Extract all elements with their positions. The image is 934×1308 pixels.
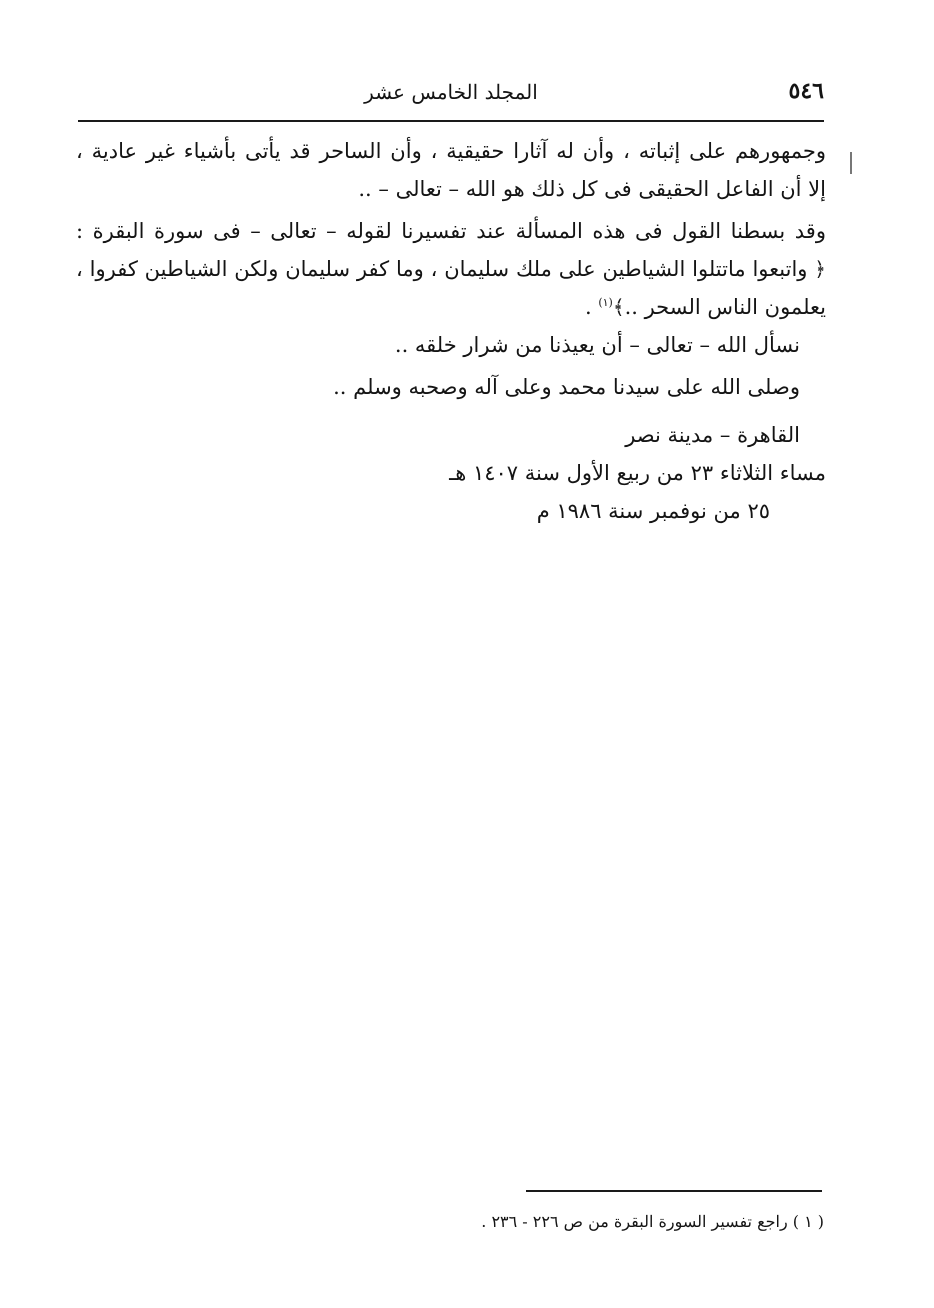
signature-place: القاهرة – مدينة نصر: [625, 423, 800, 447]
volume-title: المجلد الخامس عشر: [364, 80, 538, 104]
signature-hijri-date: مساء الثلاثاء ٢٣ من ربيع الأول سنة ١٤٠٧ هـ: [449, 461, 826, 485]
quran-verse-text: واتبعوا ماتتلوا الشياطين على ملك سليمان ، وما كفر سليمان ولكن الشياطين كفروا ،: [76, 257, 808, 281]
quran-verse-end-line: [76, 288, 826, 326]
footnote-reference: (١): [598, 296, 613, 309]
footnote: ( ١ ) راجع تفسير السورة البقرة من ص ٢٢٦ - ٢٣٦ .: [481, 1212, 824, 1231]
header-divider: [78, 120, 824, 122]
line-end-period: .: [584, 295, 592, 319]
text-line-1: وجمهورهم على إثباته ، وأن له آثارا حقيقية ، وأن الساحر قد يأتى بأشياء غير عادية ،: [76, 139, 826, 163]
page-number: ٥٤٦: [788, 78, 824, 104]
ayah-close-bracket: ﴾: [612, 295, 625, 319]
signature-gregorian-date: ٢٥ من نوفمبر سنة ١٩٨٦ م: [536, 499, 770, 523]
quran-verse-line: [76, 250, 826, 288]
margin-scan-mark: [850, 152, 852, 174]
text-line-2: إلا أن الفاعل الحقيقى فى كل ذلك هو الله – تعالى – ..: [358, 177, 826, 201]
body-text: [76, 132, 826, 530]
prayer-line-1: نسأل الله – تعالى – أن يعيذنا من شرار خلقه ..: [394, 333, 800, 357]
page-header: [78, 70, 824, 118]
ayah-open-bracket: ﴿: [814, 257, 826, 281]
prayer-line-2: وصلى الله على سيدنا محمد وعلى آله وصحبه وسلم ..: [333, 375, 800, 399]
text-line-3: وقد بسطنا القول فى هذه المسألة عند تفسيرنا لقوله – تعالى – فى سورة البقرة :: [76, 219, 826, 243]
quran-verse-end-text: يعلمون الناس السحر ..: [624, 295, 826, 319]
footnote-divider: [526, 1190, 822, 1192]
